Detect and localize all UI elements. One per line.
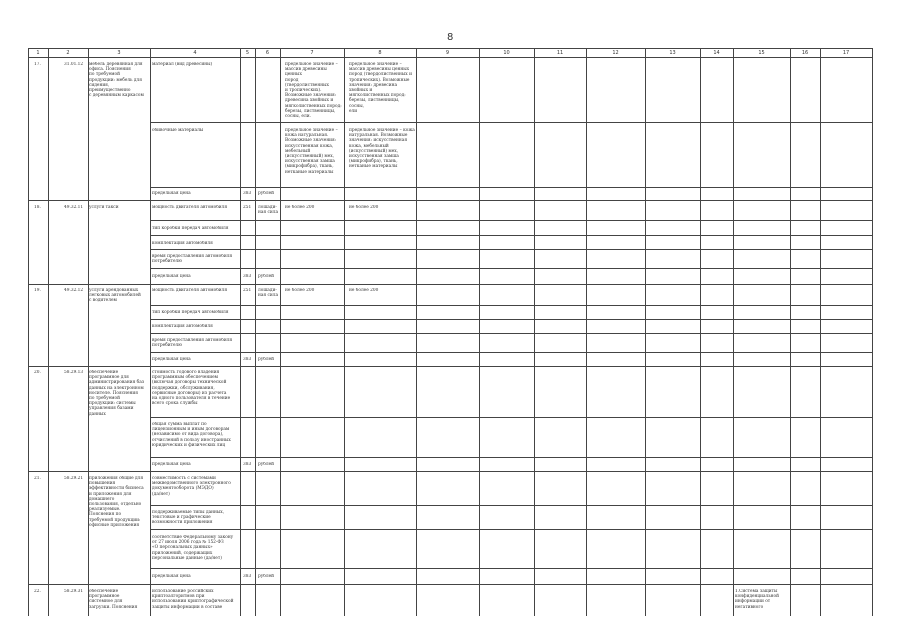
price-unit: рублей <box>258 274 275 279</box>
price-code: 383 <box>243 574 252 579</box>
power-code: 251 <box>243 205 252 210</box>
characteristic-age: время предоставления автомобиля потребителю <box>152 338 233 349</box>
table-subrow-divider <box>150 187 872 188</box>
row-number: 19. <box>34 288 41 293</box>
table-column-divider <box>479 48 480 616</box>
page-number: 8 <box>447 32 454 43</box>
column-header-1: 1 <box>36 50 40 56</box>
table-subrow-divider <box>150 235 872 236</box>
characteristic-price: предельная цена <box>152 191 191 196</box>
table-column-divider <box>255 48 256 616</box>
okpd-code: 49.32.11 <box>64 205 84 210</box>
table-subrow-divider <box>150 319 872 320</box>
table-column-divider <box>280 48 281 616</box>
product-name: услуги арендованных легковых автомобилей с водителем <box>89 288 141 304</box>
table-column-divider <box>48 48 49 616</box>
characteristic-config: комплектация автомобиля <box>152 241 213 246</box>
column-header-16: 16 <box>801 50 809 56</box>
table-column-divider <box>28 48 29 616</box>
column-header-9: 9 <box>445 50 450 56</box>
material-value-col8: предельное значение – массив древесины ценных пород (твердолиственных и тропических). Возможные значения: древесина хвойных и мягколиственных пород: березы, лиственницы, сосны, ели <box>349 62 412 114</box>
characteristic-price: предельная цена <box>152 274 191 279</box>
power-code: 251 <box>243 288 252 293</box>
power-value-col8: не более 200 <box>349 288 379 293</box>
table-subrow-divider <box>150 333 872 334</box>
table-row-divider <box>28 471 872 472</box>
product-name: приложения общие для повышения эффективности бизнеса и приложения для домашнего пользования, отдельно реализуемые. Пояснения по требуемой продукции: офисные приложения <box>89 476 144 528</box>
power-value-col7: не более 200 <box>285 288 315 293</box>
table-column-divider <box>586 48 587 616</box>
table-column-divider <box>88 48 89 616</box>
table-subrow-divider <box>150 568 872 569</box>
crypto-value-col15: 1.Система защиты конфиденциальной информации от негативного <box>735 589 779 610</box>
characteristic-price: предельная цена <box>152 357 191 362</box>
characteristic-material: материал (вид древесины) <box>152 62 213 67</box>
table-subrow-divider <box>150 352 872 353</box>
table-subrow-divider <box>150 457 872 458</box>
table-column-divider <box>534 48 535 616</box>
characteristic-gearbox: тип коробки передач автомобиля <box>152 226 229 231</box>
material-value-col7: предельное значение – массив древесины ценных пород (твердолиственных и тропических). Возможные значения: древесина хвойных и мягколиственных пород: березы, лиственницы, сосны, ели. <box>285 62 342 120</box>
characteristic-price: предельная цена <box>152 462 191 467</box>
table-row-divider <box>28 366 872 367</box>
column-header-5: 5 <box>245 50 250 56</box>
okpd-code: 49.32.12 <box>64 288 84 293</box>
table-subrow-divider <box>150 220 872 221</box>
okpd-code: 31.01.12 <box>64 62 84 67</box>
upholstery-value-col8: предельное значение – кожа натуральная. Возможные значения: искусственная кожа, мебельный (искусственный) мех, искусственная замша (микрофибра), ткань, нетканые материалы <box>349 128 415 170</box>
table-column-divider <box>700 48 701 616</box>
upholstery-value-col7: предельное значение – кожа натуральная. Возможные значения: искусственная кожа, мебельный (искусственный) мех, искусственная замша (микрофибра), ткань, нетканые материалы <box>285 128 338 175</box>
table-row-divider <box>28 284 872 285</box>
table-column-divider <box>733 48 734 616</box>
okpd-code: 58.29.21 <box>64 476 84 481</box>
column-header-4: 4 <box>193 50 197 56</box>
characteristic-power: мощность двигателя автомобиля <box>152 205 228 210</box>
characteristic-cost: стоимость годового владения программным обеспечением (включая договоры технической поддержки, обслуживания, сервисные договоры) из расчета на одного пользователя в течение всего срока службы <box>152 370 231 407</box>
table-subrow-divider <box>150 305 872 306</box>
power-unit: лошади- ная сила <box>258 205 279 216</box>
table-column-divider <box>150 48 151 616</box>
price-code: 383 <box>243 274 252 279</box>
table-column-divider <box>872 48 873 616</box>
power-value-col7: не более 200 <box>285 205 315 210</box>
table-row-divider <box>28 584 872 585</box>
column-header-10: 10 <box>503 50 510 56</box>
column-header-15: 15 <box>758 50 765 56</box>
price-unit: рублей <box>258 357 275 362</box>
product-name: обеспечение программное для администрирования баз данных на электронном носителе. Пояснения по требуемой продукции: системы управления базами данных <box>89 370 145 417</box>
table-row-divider <box>28 200 872 201</box>
price-code: 383 <box>243 357 252 362</box>
characteristic-crypto: использование российских криптоалгоритмов при использовании криптографической защиты информации в составе <box>152 589 234 610</box>
column-header-11: 11 <box>556 50 564 56</box>
column-header-8: 8 <box>378 50 382 56</box>
row-number: 18. <box>34 205 41 210</box>
column-header-12: 12 <box>612 50 619 56</box>
characteristic-formats: поддерживаемые типы данных, текстовые и графические возможности приложения <box>152 510 225 526</box>
product-name: услуги такси <box>89 205 119 210</box>
column-header-17: 17 <box>842 50 850 56</box>
table-column-divider <box>240 48 241 616</box>
row-number: 17. <box>34 62 41 67</box>
column-header-3: 3 <box>117 50 121 56</box>
okpd-code: 58.29.13 <box>64 370 84 375</box>
table-subrow-divider <box>150 249 872 250</box>
characteristic-total: общая сумма выплат по лицензионным и иным договорам (независимо от вида договора), отчислений в пользу иностранных юридических и физических лиц <box>152 422 231 448</box>
table-column-divider <box>790 48 791 616</box>
characteristic-config: комплектация автомобиля <box>152 324 213 329</box>
price-unit: рублей <box>258 191 275 196</box>
row-number: 22. <box>34 589 41 594</box>
column-header-6: 6 <box>265 50 270 56</box>
power-value-col8: не более 200 <box>349 205 379 210</box>
column-header-7: 7 <box>310 50 314 56</box>
price-code: 383 <box>243 191 252 196</box>
characteristic-upholstery: обивочные материалы <box>152 128 204 133</box>
table-column-divider <box>344 48 345 616</box>
table-subrow-divider <box>150 268 872 269</box>
table-subrow-divider <box>150 505 872 506</box>
row-number: 20. <box>34 370 41 375</box>
characteristic-price: предельная цена <box>152 574 191 579</box>
characteristic-law: соответствие Федеральному закону от 27 июля 2006 года № 152-ФЗ «О персональных данных» приложений, содержащих персональные данные (да/нет) <box>152 535 234 561</box>
product-name: мебель деревянная для офиса. Пояснения по требуемой продукции: мебель для сидения, преимущественно с деревянным каркасом <box>89 62 144 99</box>
price-unit: рублей <box>258 462 275 467</box>
characteristic-gearbox: тип коробки передач автомобиля <box>152 310 229 315</box>
table-column-divider <box>645 48 646 616</box>
price-unit: рублей <box>258 574 275 579</box>
price-code: 383 <box>243 462 252 467</box>
table-column-divider <box>416 48 417 616</box>
product-name: обеспечение программное системное для загрузки. Пояснения <box>89 589 138 610</box>
table-subrow-divider <box>150 529 872 530</box>
column-header-2: 2 <box>66 50 70 56</box>
table-row-divider <box>28 57 872 58</box>
table-subrow-divider <box>150 122 872 123</box>
row-number: 21. <box>34 476 41 481</box>
table-subrow-divider <box>150 417 872 418</box>
okpd-code: 58.29.31 <box>64 589 84 594</box>
table-column-divider <box>820 48 821 616</box>
characteristic-age: время предоставления автомобиля потребителю <box>152 254 233 265</box>
characteristic-power: мощность двигателя автомобиля <box>152 288 228 293</box>
column-header-14: 14 <box>713 50 720 56</box>
characteristic-compat: совместимость с системами межведомственного электронного документооборота (МЭДО) (да/нет) <box>152 476 231 497</box>
power-unit: лошади- ная сила <box>258 288 279 299</box>
column-header-13: 13 <box>669 50 676 56</box>
